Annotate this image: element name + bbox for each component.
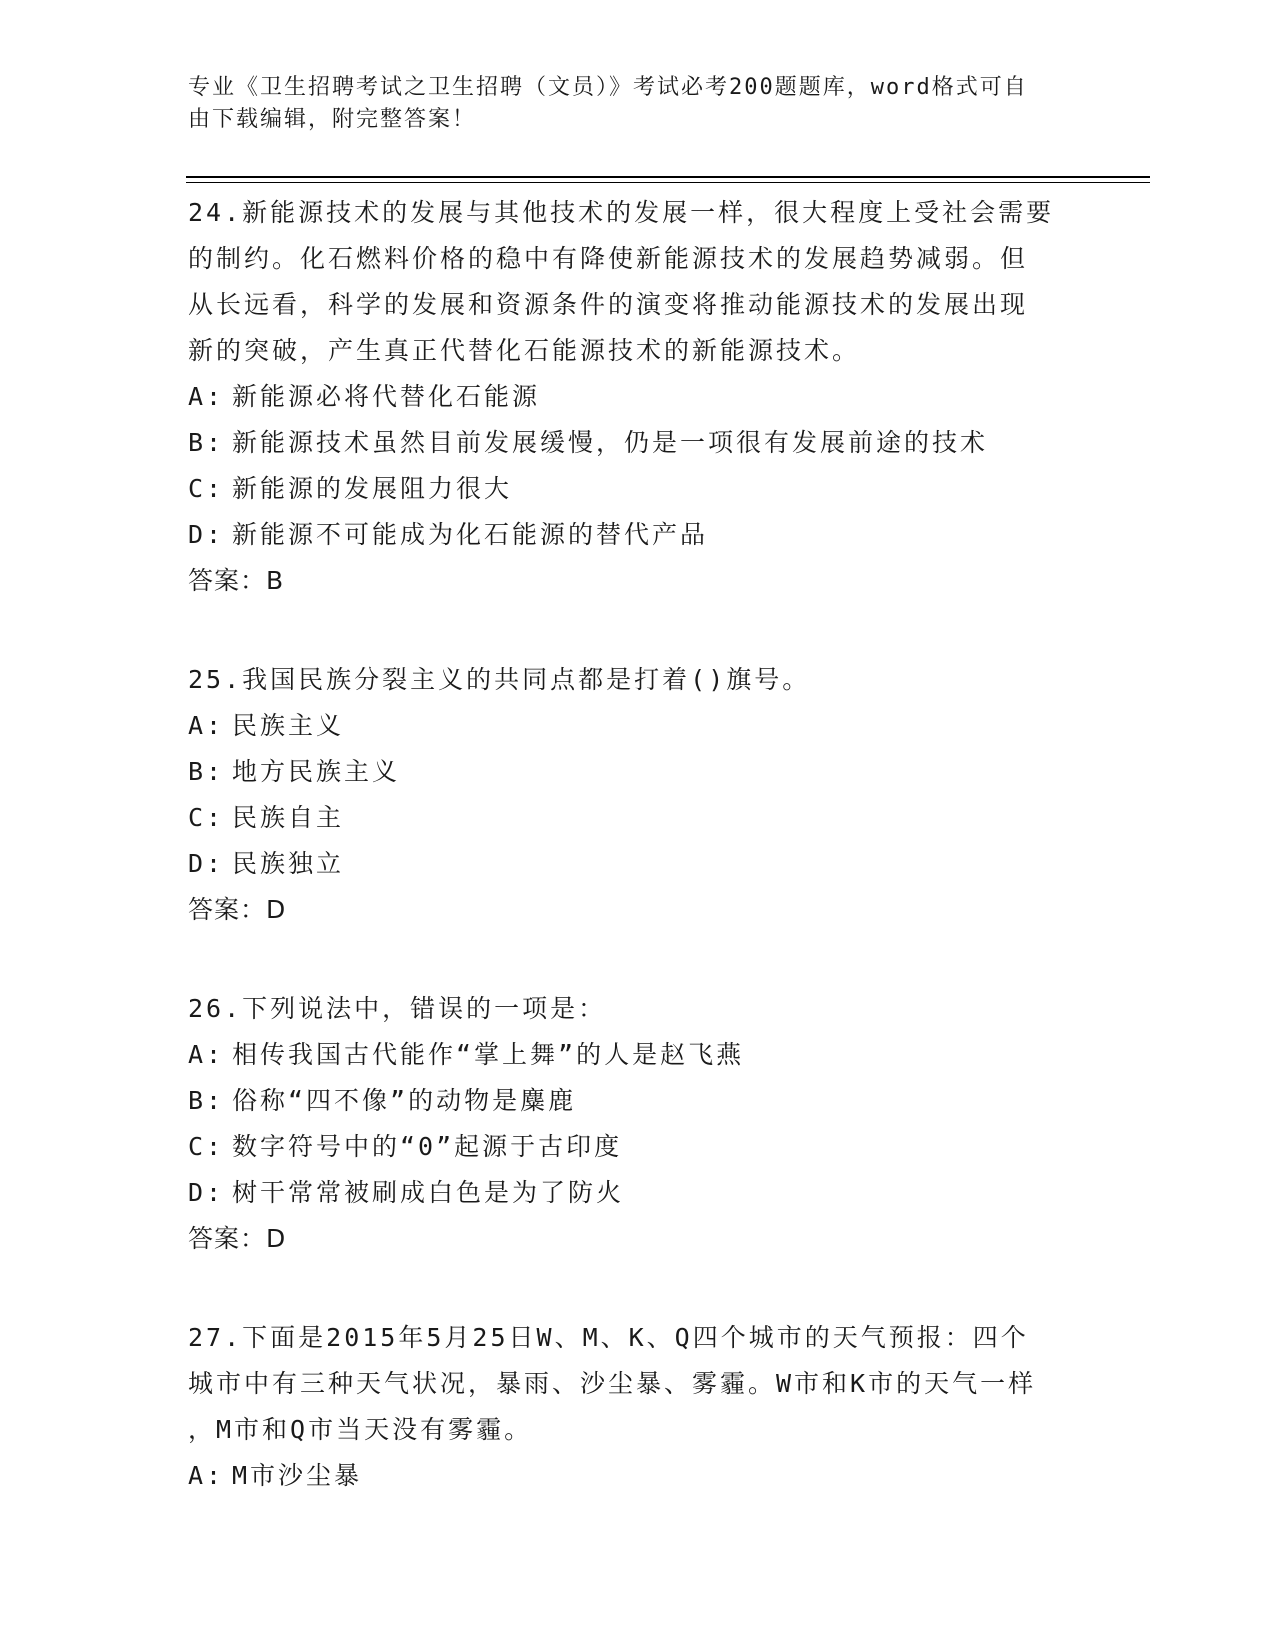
option-d xyxy=(188,1170,1088,1216)
option-letter: A: xyxy=(188,1040,225,1069)
question-stem xyxy=(188,657,1088,703)
stem-line: ，M市和Q市当天没有雾霾。 xyxy=(188,1415,533,1444)
question-24 xyxy=(188,190,1088,604)
option-text: 民族独立 xyxy=(232,849,345,878)
answer-line: 答案：D xyxy=(188,1224,287,1253)
option-b xyxy=(188,420,1088,466)
option-letter: A: xyxy=(188,382,225,411)
option-letter: C: xyxy=(188,474,225,503)
question-stem xyxy=(188,190,1088,374)
question-stem xyxy=(188,1315,1088,1453)
question-list xyxy=(188,190,1088,1552)
stem-line: 城市中有三种天气状况，暴雨、沙尘暴、雾霾。W市和K市的天气一样 xyxy=(188,1369,1037,1398)
stem-line: 25.我国民族分裂主义的共同点都是打着()旗号。 xyxy=(188,665,811,694)
option-text: 新能源必将代替化石能源 xyxy=(232,382,541,411)
option-text: 相传我国古代能作“掌上舞”的人是赵飞燕 xyxy=(232,1040,745,1069)
header-divider-thin xyxy=(186,182,1150,183)
option-text: 新能源的发展阻力很大 xyxy=(232,474,513,503)
option-letter: B: xyxy=(188,1086,225,1115)
answer-line: 答案：B xyxy=(188,566,285,595)
stem-line: 新的突破，产生真正代替化石能源技术的新能源技术。 xyxy=(188,336,861,365)
option-letter: D: xyxy=(188,849,225,878)
header-divider-thick xyxy=(186,176,1150,178)
option-a xyxy=(188,1453,1088,1499)
header-line-1: 专业《卫生招聘考试之卫生招聘（文员）》考试必考200题题库，word格式可自 xyxy=(188,75,1028,100)
question-26 xyxy=(188,986,1088,1262)
option-letter: A: xyxy=(188,711,225,740)
option-a xyxy=(188,1032,1088,1078)
stem-line: 的制约。化石燃料价格的稳中有降使新能源技术的发展趋势减弱。但 xyxy=(188,244,1029,273)
option-d xyxy=(188,512,1088,558)
header-line-2: 由下载编辑，附完整答案！ xyxy=(188,107,477,132)
answer-line: 答案：D xyxy=(188,895,287,924)
option-c xyxy=(188,1124,1088,1170)
option-letter: A: xyxy=(188,1461,225,1490)
option-b xyxy=(188,749,1088,795)
option-text: 地方民族主义 xyxy=(232,757,401,786)
option-text: 俗称“四不像”的动物是麋鹿 xyxy=(232,1086,577,1115)
option-b xyxy=(188,1078,1088,1124)
stem-line: 27.下面是2015年5月25日W、M、K、Q四个城市的天气预报：四个 xyxy=(188,1323,1029,1352)
option-text: M市沙尘暴 xyxy=(232,1461,363,1490)
option-c xyxy=(188,466,1088,512)
option-letter: B: xyxy=(188,757,225,786)
option-d xyxy=(188,841,1088,887)
option-text: 民族主义 xyxy=(232,711,345,740)
stem-line: 从长远看，科学的发展和资源条件的演变将推动能源技术的发展出现 xyxy=(188,290,1029,319)
option-text: 数字符号中的“0”起源于古印度 xyxy=(232,1132,623,1161)
option-text: 民族自主 xyxy=(232,803,345,832)
option-text: 新能源技术虽然目前发展缓慢，仍是一项很有发展前途的技术 xyxy=(232,428,989,457)
document-header xyxy=(188,72,1068,136)
option-letter: D: xyxy=(188,520,225,549)
option-letter: D: xyxy=(188,1178,225,1207)
option-text: 树干常常被刷成白色是为了防火 xyxy=(232,1178,625,1207)
option-letter: C: xyxy=(188,803,225,832)
option-a xyxy=(188,374,1088,420)
option-letter: B: xyxy=(188,428,225,457)
option-c xyxy=(188,795,1088,841)
question-stem xyxy=(188,986,1088,1032)
question-27 xyxy=(188,1315,1088,1499)
question-25 xyxy=(188,657,1088,933)
option-text: 新能源不可能成为化石能源的替代产品 xyxy=(232,520,709,549)
stem-line: 24.新能源技术的发展与其他技术的发展一样，很大程度上受社会需要 xyxy=(188,198,1055,227)
option-letter: C: xyxy=(188,1132,225,1161)
option-a xyxy=(188,703,1088,749)
stem-line: 26.下列说法中，错误的一项是： xyxy=(188,994,607,1023)
